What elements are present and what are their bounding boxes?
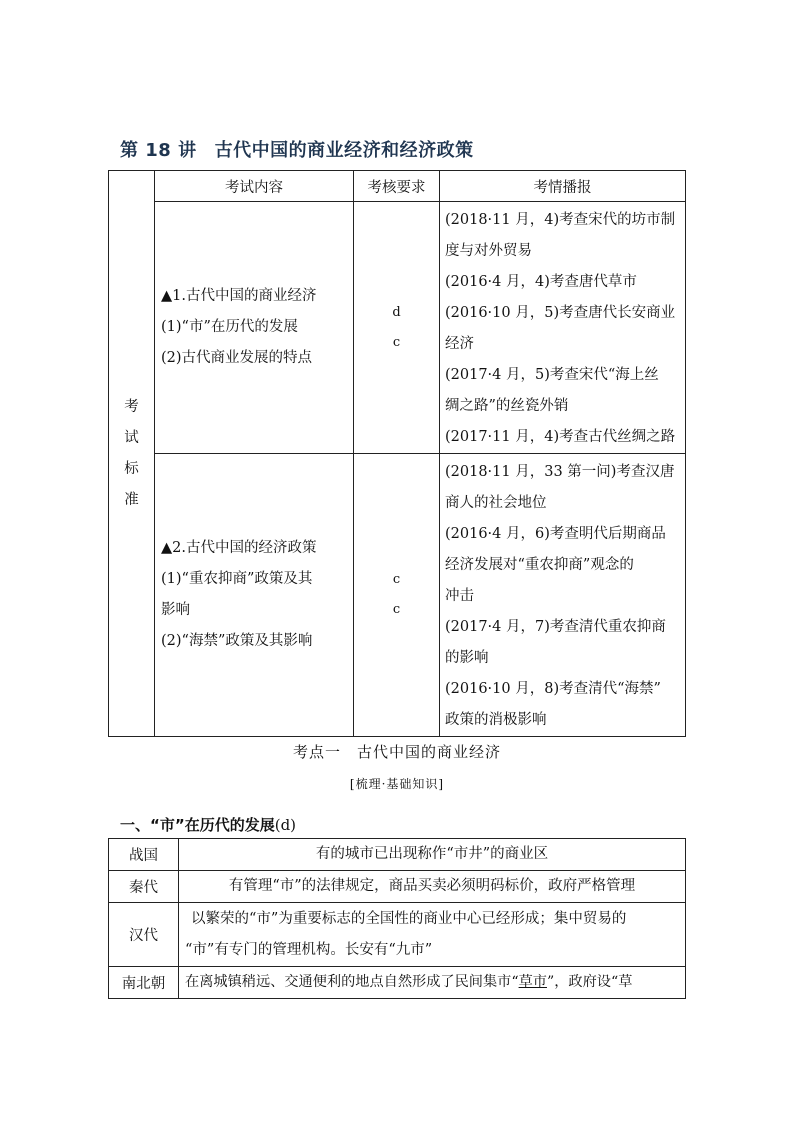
side-label-char: 考 [124,398,139,415]
info-line: 经济发展对“重农抑商”观念的 [445,557,634,573]
era-cell: 战国 [109,839,179,871]
section-name: 古代中国的商业经济 [357,743,502,761]
info-line: (2016·10 月，5)考查唐代长安商业 [445,305,676,321]
desc-line: “市”有专门的管理机构。长安有“九市” [185,941,433,958]
info-cell [440,202,686,454]
requirement-value: c [392,602,401,617]
info-cell [440,454,686,737]
era-description [179,871,686,903]
content-line: (2)“海禁”政策及其影响 [161,633,313,649]
info-line: (2016·10 月，8)考查清代“海禁” [445,681,661,697]
desc-text: ”，政府设“草 [546,974,633,990]
info-line: 商人的社会地位 [445,495,547,511]
info-line: 度与对外贸易 [445,243,532,259]
section-label: 考点一 [292,743,341,761]
table-header-row [109,171,686,202]
desc-line [185,967,679,998]
info-line: 冲击 [445,588,474,604]
section-subheading: [梳理·基础知识] [349,777,445,791]
content-line: (1)“市”在历代的发展 [161,319,298,335]
subsection-text: 一、“市”在历代的发展 [120,816,275,834]
header-info: 考情播报 [440,171,686,202]
content-line: (1)“重农抑商”政策及其 [161,571,313,587]
table-row [109,871,686,903]
desc-line: 以繁荣的“市”为重要标志的全国性的商业中心已经形成；集中贸易的 [191,910,627,927]
content-line: 影响 [161,602,190,618]
info-line: (2018·11 月，4)考查宋代的坊市制 [445,212,676,228]
era-description [179,839,686,871]
content-line: (2)古代商业发展的特点 [161,350,313,366]
content-cell [155,202,354,454]
section-heading [0,741,794,762]
side-label-char: 试 [124,429,139,446]
header-content: 考试内容 [155,171,354,202]
desc-text: 在离城镇稍远、交通便利的地点自然形成了民间集市“ [185,974,519,990]
lecture-number: 第 18 讲 [120,140,197,161]
desc-line: 有的城市已出现称作“市井”的商业区 [315,846,549,862]
underlined-term: 草市 [518,974,547,990]
era-cell: 汉代 [109,903,179,967]
table-row [109,839,686,871]
side-label [109,171,155,737]
info-line: (2016·4 月，6)考查明代后期商品 [445,526,666,542]
info-line: (2017·4 月，7)考查清代重农抑商 [445,619,666,635]
side-label-char: 标 [124,460,139,477]
table-row [109,903,686,967]
requirement-cell [354,454,440,737]
table-row [109,202,686,454]
content-line: ▲1.古代中国的商业经济 [161,288,317,304]
requirement-value: d [392,304,401,320]
header-requirement: 考核要求 [354,171,440,202]
info-line: (2017·4 月，5)考查宋代“海上丝 [445,367,659,383]
info-line: 绸之路”的丝瓷外销 [445,398,569,414]
subsection-level: (d) [274,816,297,834]
info-line: (2017·11 月，4)考查古代丝绸之路 [445,429,676,445]
lecture-topic: 古代中国的商业经济和经济政策 [214,140,474,161]
info-line: 的影响 [445,650,489,666]
info-line: (2016·4 月，4)考查唐代草市 [445,274,637,290]
exam-standards-table [108,170,686,737]
era-description [179,903,686,967]
subsection-title [120,814,296,835]
requirement-value: c [392,334,401,350]
content-line: ▲2.古代中国的经济政策 [161,540,317,556]
table-row [109,454,686,737]
info-line: (2018·11 月，33 第一问)考查汉唐 [445,464,675,480]
page-title [120,136,474,162]
requirement-value: c [392,572,401,587]
era-cell: 南北朝 [109,967,179,999]
era-table [108,838,686,999]
era-cell: 秦代 [109,871,179,903]
content-cell [155,454,354,737]
era-description [179,967,686,999]
side-label-char: 准 [124,491,139,508]
info-line: 经济 [445,336,474,352]
desc-line: 有管理“市”的法律规定，商品买卖必须明码标价，政府严格管理 [228,878,636,894]
requirement-cell [354,202,440,454]
table-row [109,967,686,999]
info-line: 政策的消极影响 [445,712,547,728]
